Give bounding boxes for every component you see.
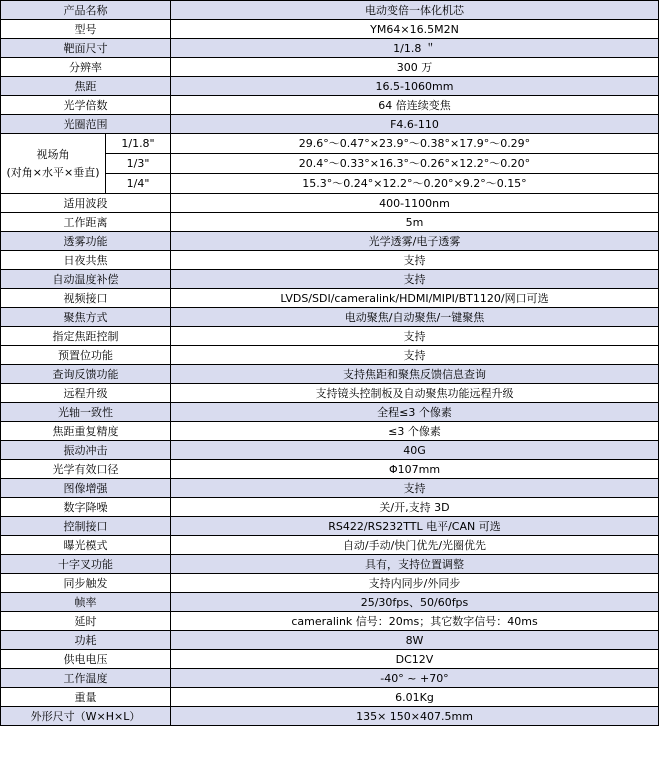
spec-value: Φ107mm: [171, 460, 659, 479]
spec-value: -40° ~ +70°: [171, 669, 659, 688]
table-row: [1, 77, 659, 96]
table-row: [1, 1, 659, 20]
spec-value: 5m: [171, 213, 659, 232]
spec-value: 支持: [171, 327, 659, 346]
spec-label: 靶面尺寸: [1, 39, 171, 58]
table-row: [1, 631, 659, 650]
fov-sensor: 1/4": [106, 174, 171, 194]
spec-label: 控制接口: [1, 517, 171, 536]
spec-label: 产品名称: [1, 1, 171, 20]
spec-value: LVDS/SDI/cameralink/HDMI/MIPI/BT1120/网口可选: [171, 289, 659, 308]
fov-sensor: 1/1.8": [106, 134, 171, 154]
spec-label: 日夜共焦: [1, 251, 171, 270]
spec-label: 聚焦方式: [1, 308, 171, 327]
fov-sensor: 1/3": [106, 154, 171, 174]
spec-value: 16.5-1060mm: [171, 77, 659, 96]
spec-label: 透雾功能: [1, 232, 171, 251]
spec-label: 图像增强: [1, 479, 171, 498]
table-row: [1, 365, 659, 384]
spec-value: F4.6-110: [171, 115, 659, 134]
spec-value: 支持内同步/外同步: [171, 574, 659, 593]
table-row: [1, 612, 659, 631]
spec-value: 光学透雾/电子透雾: [171, 232, 659, 251]
spec-label: 指定焦距控制: [1, 327, 171, 346]
table-row: [1, 213, 659, 232]
spec-value: 40G: [171, 441, 659, 460]
spec-label: 外形尺寸（W×H×L）: [1, 707, 171, 726]
table-row: [1, 194, 659, 213]
table-row: [1, 593, 659, 612]
spec-label: 查询反馈功能: [1, 365, 171, 384]
table-row: [1, 555, 659, 574]
spec-value: DC12V: [171, 650, 659, 669]
table-row: [1, 308, 659, 327]
spec-value: 1/1.8 ＂: [171, 39, 659, 58]
table-row: [1, 232, 659, 251]
table-row: [1, 115, 659, 134]
spec-label: 光学有效口径: [1, 460, 171, 479]
spec-value: 关/开,支持 3D: [171, 498, 659, 517]
table-row: [1, 403, 659, 422]
fov-row: [1, 134, 659, 154]
spec-value: 具有，支持位置调整: [171, 555, 659, 574]
spec-value: 支持镜头控制板及自动聚焦功能远程升级: [171, 384, 659, 403]
table-row: [1, 20, 659, 39]
spec-value: 135× 150×407.5mm: [171, 707, 659, 726]
spec-label: 延时: [1, 612, 171, 631]
spec-label: 光圈范围: [1, 115, 171, 134]
table-row: [1, 327, 659, 346]
spec-label: 振动冲击: [1, 441, 171, 460]
table-row: [1, 422, 659, 441]
spec-label: 光轴一致性: [1, 403, 171, 422]
spec-label: 自动温度补偿: [1, 270, 171, 289]
spec-value: 25/30fps、50/60fps: [171, 593, 659, 612]
spec-label: 十字叉功能: [1, 555, 171, 574]
table-row: [1, 650, 659, 669]
table-row: [1, 498, 659, 517]
spec-value: 6.01Kg: [171, 688, 659, 707]
table-row: [1, 707, 659, 726]
spec-label: 远程升级: [1, 384, 171, 403]
spec-value: 支持: [171, 251, 659, 270]
spec-label: 焦距重复精度: [1, 422, 171, 441]
spec-label: 帧率: [1, 593, 171, 612]
spec-value: 电动变倍一体化机芯: [171, 1, 659, 20]
table-row: [1, 517, 659, 536]
spec-value: cameralink 信号：20ms；其它数字信号：40ms: [171, 612, 659, 631]
table-row: [1, 384, 659, 403]
spec-value: 自动/手动/快门优先/光圈优先: [171, 536, 659, 555]
spec-value: 8W: [171, 631, 659, 650]
table-row: [1, 346, 659, 365]
fov-value: 15.3°～0.24°×12.2°～0.20°×9.2°～0.15°: [171, 174, 659, 194]
table-row: [1, 270, 659, 289]
fov-label-line1: 视场角: [36, 147, 70, 161]
spec-label: 供电电压: [1, 650, 171, 669]
spec-value: 支持焦距和聚焦反馈信息查询: [171, 365, 659, 384]
spec-value: 支持: [171, 270, 659, 289]
table-row: [1, 574, 659, 593]
spec-value: 电动聚焦/自动聚焦/一键聚焦: [171, 308, 659, 327]
spec-label: 同步触发: [1, 574, 171, 593]
table-row: [1, 96, 659, 115]
spec-label: 工作温度: [1, 669, 171, 688]
table-row: [1, 460, 659, 479]
spec-label: 光学倍数: [1, 96, 171, 115]
table-row: [1, 58, 659, 77]
spec-value: RS422/RS232TTL 电平/CAN 可选: [171, 517, 659, 536]
table-row: [1, 536, 659, 555]
fov-value: 29.6°～0.47°×23.9°～0.38°×17.9°～0.29°: [171, 134, 659, 154]
spec-label: 重量: [1, 688, 171, 707]
spec-value: 300 万: [171, 58, 659, 77]
table-row: [1, 479, 659, 498]
fov-value: 20.4°～0.33°×16.3°～0.26°×12.2°～0.20°: [171, 154, 659, 174]
spec-value: 全程≤3 个像素: [171, 403, 659, 422]
table-row: [1, 251, 659, 270]
spec-label: 视频接口: [1, 289, 171, 308]
spec-value: ≤3 个像素: [171, 422, 659, 441]
spec-value: 支持: [171, 346, 659, 365]
spec-table-body: [1, 1, 659, 726]
table-row: [1, 39, 659, 58]
spec-label: 功耗: [1, 631, 171, 650]
table-row: [1, 669, 659, 688]
spec-label: 曝光模式: [1, 536, 171, 555]
spec-label: 型号: [1, 20, 171, 39]
spec-value: 64 倍连续变焦: [171, 96, 659, 115]
table-row: [1, 441, 659, 460]
spec-value: 400-1100nm: [171, 194, 659, 213]
fov-group-label: [1, 134, 106, 194]
fov-label-line2: (对角×水平×垂直): [6, 165, 100, 179]
spec-label: 分辨率: [1, 58, 171, 77]
spec-label: 适用波段: [1, 194, 171, 213]
spec-label: 工作距离: [1, 213, 171, 232]
table-row: [1, 688, 659, 707]
table-row: [1, 289, 659, 308]
spec-value: 支持: [171, 479, 659, 498]
spec-label: 预置位功能: [1, 346, 171, 365]
spec-value: YM64×16.5M2N: [171, 20, 659, 39]
spec-label: 焦距: [1, 77, 171, 96]
spec-label: 数字降噪: [1, 498, 171, 517]
